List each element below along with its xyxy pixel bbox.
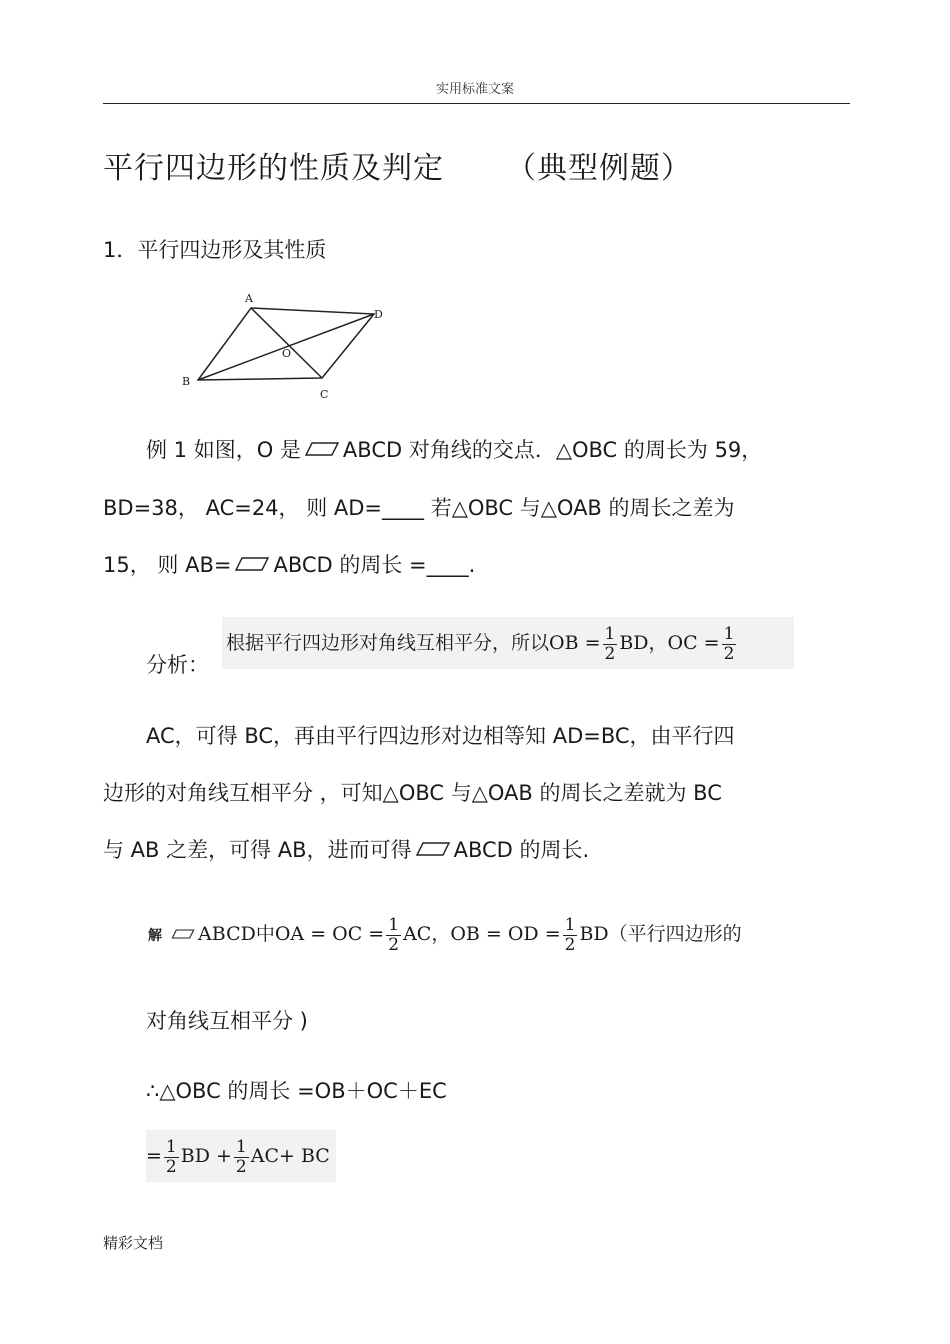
fraction: $\frac{1}{2}$: [564, 914, 576, 955]
solution-equation-box: [146, 1130, 336, 1182]
solution-line-3: ∴△OBC 的周长 =OB＋OC＋EC: [146, 1079, 447, 1103]
header-rule: [103, 103, 850, 104]
analysis-line-3b: ABCD 的周长.: [453, 838, 590, 862]
fraction: $\frac{1}{2}$: [388, 914, 400, 955]
parallelogram-outline: [198, 308, 374, 380]
center-o-label: O: [282, 347, 292, 360]
page-footer: 精彩文档: [103, 1234, 164, 1252]
fraction: $\frac{1}{2}$: [165, 1136, 177, 1177]
title-main: 平行四边形的性质及判定: [103, 151, 444, 186]
analysis-formula-mid: BD，OC =: [619, 632, 720, 654]
parallelogram-symbol-icon: [304, 441, 340, 457]
parallelogram-symbol-icon: [171, 928, 195, 940]
equation-equals: =: [146, 1145, 162, 1167]
vertex-c-label: C: [320, 388, 329, 401]
equation-end: AC+ BC: [250, 1145, 330, 1167]
equation-mid: BD +: [180, 1145, 232, 1167]
analysis-label: 分析：: [146, 653, 209, 677]
diagonal-ac: [251, 308, 322, 378]
vertex-b-label: B: [182, 375, 191, 388]
example-line-3: [103, 549, 475, 579]
solution-formula-part-2: AC，OB = OD =: [403, 923, 561, 945]
example-line-3b: ABCD 的周长 =____.: [273, 553, 476, 577]
section-heading: 1．平行四边形及其性质: [103, 238, 327, 262]
solution-label: 解: [148, 928, 162, 944]
vertex-d-label: D: [374, 308, 383, 321]
analysis-formula-text: 根据平行四边形对角线互相平分，所以OB =: [226, 632, 601, 654]
fraction: $\frac{1}{2}$: [604, 623, 616, 664]
analysis-line-3: [103, 834, 589, 864]
analysis-line-3a: 与 AB 之差，可得 AB，进而可得: [103, 838, 412, 862]
solution-formula: [148, 908, 742, 962]
example-line-2: BD=38， AC=24， 则 AD=____ 若△OBC 与△OAB 的周长之差为: [103, 496, 735, 520]
solution-line-2: 对角线互相平分 ): [146, 1009, 308, 1033]
example-line-1b: ABCD 对角线的交点．△OBC 的周长为 59，: [342, 438, 763, 462]
analysis-line-2: 边形的对角线互相平分 ，可知△OBC 与△OAB 的周长之差就为 BC: [103, 781, 722, 805]
solution-formula-part-1: ABCD中OA = OC =: [198, 923, 385, 945]
parallelogram-figure: [178, 290, 388, 405]
vertex-a-label: A: [245, 292, 253, 305]
parallelogram-symbol-icon: [415, 841, 451, 857]
fraction: $\frac{1}{2}$: [723, 623, 735, 664]
parallelogram-symbol-icon: [234, 556, 270, 572]
page-title: [103, 143, 692, 187]
title-sub: （典型例题）: [506, 151, 692, 186]
solution-formula-part-3: BD（平行四边形的: [579, 923, 742, 945]
fraction: $\frac{1}{2}$: [235, 1136, 247, 1177]
example-line-3a: 15， 则 AB=: [103, 553, 232, 577]
analysis-formula-box: [222, 617, 794, 669]
page-header: 实用标准文案: [435, 82, 514, 97]
analysis-line-1: AC，可得 BC，再由平行四边形对边相等知 AD=BC，由平行四: [146, 724, 735, 748]
example-line-1a: 例 1 如图，O 是: [146, 438, 301, 462]
example-line-1: [146, 434, 762, 464]
